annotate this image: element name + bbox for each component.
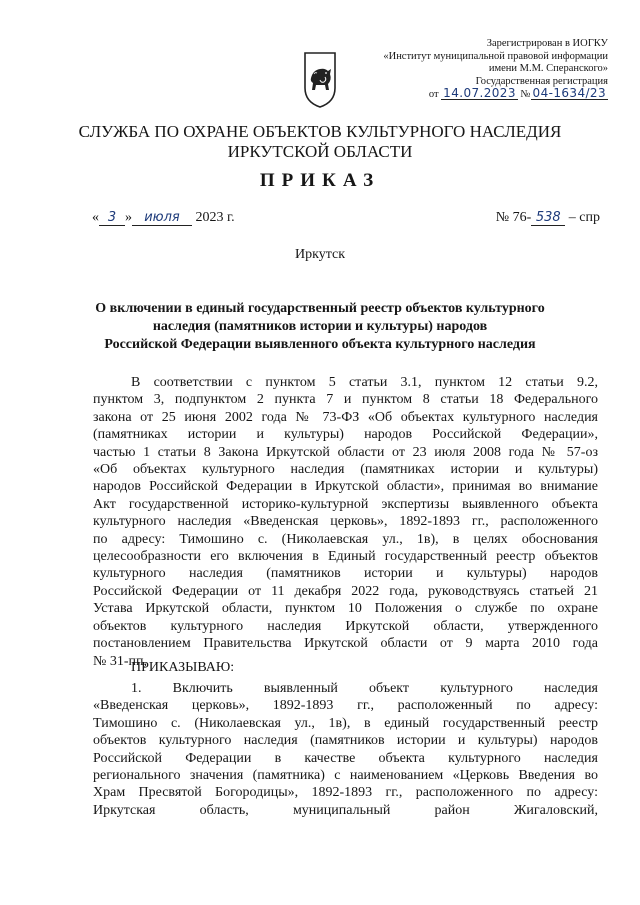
heading-line: наследия (памятников истории и культуры) народов: [152, 319, 488, 334]
preamble-line: Устава Иркутской области, пунктом 10 Положения о службе по охране: [93, 601, 598, 617]
preamble-line: Российской Федерации от 11 декабря 2022 года, руководствуясь статьей 21: [93, 583, 598, 599]
item-line: Храм Пресвятой Богородицы», 1892-1893 гг., расположенного по адресу:: [93, 785, 598, 801]
preamble-line: по адресу: Тимошино с. (Николаевская ул., 1в), в целях обоснования: [93, 531, 598, 547]
date-day-handwritten: 3: [99, 211, 125, 226]
registration-date-handwritten: 14.07.2023: [443, 86, 516, 101]
preamble-line: пунктом 3, подпунктом 2 пункта 7 и пунктом 8 статьи 18 Федерального: [93, 392, 598, 408]
preamble-line: Акт государственной историко-культурной экспертизы выявленного объекта: [93, 496, 598, 512]
registration-line: Государственная регистрация: [475, 75, 608, 87]
document-title: ПРИКАЗ: [259, 170, 381, 191]
order-date: [92, 210, 235, 226]
date-close-quote: »: [125, 210, 132, 225]
preamble-line: «Об объектах культурного наследия (памятниках истории и культуры): [93, 462, 598, 478]
preamble-line: целесообразности его включения в Единый государственный реестр объектов: [93, 549, 598, 565]
date-open-quote: «: [92, 210, 99, 225]
number-handwritten: 538: [531, 211, 565, 226]
number-suffix: – спр: [568, 210, 600, 225]
registration-number-prefix: №: [520, 89, 531, 101]
item-line: «Введенская церковь», 1892-1893 гг., расположенный по адресу:: [93, 698, 598, 714]
agency-name: [0, 122, 640, 162]
preamble-line: В соответствии с пунктом 5 статьи 3.1, пунктом 12 статьи 9.2,: [131, 375, 598, 390]
registration-stamp: [338, 38, 608, 102]
item-line: Российской Федерации в качестве объекта культурного наследия: [93, 750, 598, 766]
city-name: Иркутск: [294, 247, 346, 262]
heading-line: О включении в единый государственный реестр объектов культурного: [95, 301, 545, 316]
preamble-line: народов Российской Федерации в Иркутской области», принимая во внимание: [93, 479, 598, 495]
registration-date-number: [338, 88, 608, 102]
order-number: [496, 210, 600, 226]
preamble-paragraph: [93, 374, 598, 670]
heading-line: Российской Федерации выявленного объекта культурного наследия: [104, 337, 536, 352]
item-line: регионального значения (памятника) с наименованием «Церковь Введения во: [93, 768, 598, 784]
preamble-line: культурного наследия «Введенская церковь», 1892-1893 гг., расположенного: [93, 514, 598, 530]
agency-name-line: СЛУЖБА ПО ОХРАНЕ ОБЪЕКТОВ КУЛЬТУРНОГО НАСЛЕДИЯ: [78, 122, 562, 141]
preamble-line: закона от 25 июня 2002 года № 73-ФЗ «Об объектах культурного наследия: [93, 409, 598, 425]
registration-line: имени М.М. Сперанского»: [488, 63, 608, 75]
registration-date-prefix: от: [428, 89, 439, 101]
date-year: 2023 г.: [195, 210, 235, 225]
preamble-line: объектов культурного наследия Иркутской области, утвержденного: [93, 618, 598, 634]
registration-number-handwritten: 04-1634/23: [532, 86, 606, 101]
registration-line: Зарегистрирован в ИОГКУ: [486, 38, 608, 49]
number-prefix: № 76-: [495, 210, 532, 225]
item-line: Тимошино с. (Николаевская ул., 1в), в единый государственный реестр: [93, 715, 598, 731]
order-directive: ПРИКАЗЫВАЮ:: [131, 660, 235, 675]
coat-of-arms-emblem: [302, 50, 338, 110]
item-line: 1. Включить выявленный объект культурного наследия: [131, 681, 598, 696]
order-heading: [0, 300, 640, 354]
item-line: объектов культурного наследия (памятников истории и культуры) народов: [93, 733, 598, 749]
preamble-line: частью 1 статьи 8 Закона Иркутской области от 23 июля 2008 года № 57-оз: [93, 444, 598, 460]
preamble-line: культурного наследия (памятников истории и культуры) народов: [93, 566, 598, 582]
preamble-line: постановлением Правительства Иркутской области от 9 марта 2010 года: [93, 636, 598, 652]
item-line: Иркутская область, муниципальный район Жигаловский,: [93, 802, 598, 818]
preamble-line: (памятниках истории и культуры) народов Российской Федерации»,: [93, 427, 598, 443]
preamble-line: № 31-пп,: [93, 653, 148, 669]
date-month-handwritten: июля: [132, 211, 192, 226]
order-item-1: [93, 680, 598, 819]
registration-line: «Институт муниципальной правовой информации: [383, 50, 608, 62]
agency-name-line: ИРКУТСКОЙ ОБЛАСТИ: [227, 142, 413, 161]
